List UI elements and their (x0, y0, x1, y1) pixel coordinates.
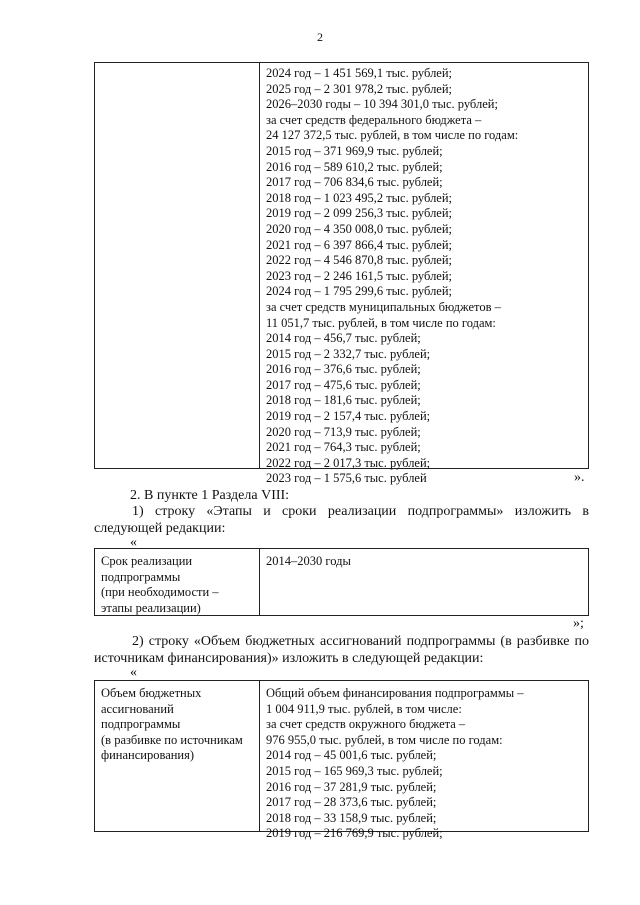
text-line: 2018 год – 181,6 тыс. рублей; (266, 393, 421, 408)
text-line: (при необходимости – (101, 585, 219, 600)
text-line: 2024 год – 1 795 299,6 тыс. рублей; (266, 284, 453, 299)
text-line: подпрограммы (101, 717, 181, 732)
text-line: 2016 год – 376,6 тыс. рублей; (266, 362, 421, 377)
section-heading: 2. В пункте 1 Раздела VIII: (130, 488, 290, 503)
text-line: 2023 год – 2 246 161,5 тыс. рублей; (266, 268, 453, 283)
page-number: 2 (317, 30, 323, 44)
closing-quote: »; (573, 616, 584, 631)
paragraph-item-1: 1) строку «Этапы и сроки реализации подпрограммы» изложить в следующей редакции: (94, 504, 589, 536)
text-line: 2018 год – 1 023 495,2 тыс. рублей; (266, 190, 453, 205)
text-line: 2016 год – 37 281,9 тыс. рублей; (266, 779, 437, 794)
text-line: 2024 год – 1 451 569,1 тыс. рублей; (266, 66, 453, 80)
text-line: Объем бюджетных (101, 686, 202, 700)
text-line: 2023 год – 1 575,6 тыс. рублей (266, 471, 427, 486)
text-line: 2020 год – 4 350 008,0 тыс. рублей; (266, 221, 453, 236)
text-line: 2014 год – 45 001,6 тыс. рублей; (266, 748, 437, 763)
text-line: 2014 год – 456,7 тыс. рублей; (266, 331, 421, 346)
opening-quote: « (130, 665, 137, 680)
table-left-cell (95, 681, 260, 831)
text-line: 2017 год – 706 834,6 тыс. рублей; (266, 175, 443, 190)
text-line: 2018 год – 33 158,9 тыс. рублей; (266, 810, 437, 825)
text-line: 2016 год – 589 610,2 тыс. рублей; (266, 159, 443, 174)
table-right-cell: 2014–2030 годы (266, 554, 351, 568)
table-left-cell (95, 63, 260, 468)
text-line: ассигнований (101, 701, 174, 716)
table-left-cell (95, 549, 260, 615)
text-line: 2019 год – 2 157,4 тыс. рублей; (266, 409, 431, 424)
text-line: 976 955,0 тыс. рублей, в том числе по годам: (266, 732, 503, 747)
text-line: 2015 год – 2 332,7 тыс. рублей; (266, 346, 431, 361)
opening-quote: « (130, 535, 137, 550)
table-right-cell (260, 63, 524, 486)
text-line: 24 127 372,5 тыс. рублей, в том числе по годам: (266, 128, 519, 143)
text-line: за счет средств федерального бюджета – (266, 112, 482, 127)
text-line: 2017 год – 28 373,6 тыс. рублей; (266, 795, 437, 810)
text-line: 2019 год – 2 099 256,3 тыс. рублей; (266, 206, 453, 221)
text-line: за счет средств муниципальных бюджетов – (266, 299, 501, 314)
text-line: Срок реализации (101, 554, 193, 568)
text-line: 2022 год – 2 017,3 тыс. рублей; (266, 455, 431, 470)
budget-table-continued (94, 62, 589, 486)
text-line: 2017 год – 475,6 тыс. рублей; (266, 377, 421, 392)
closing-quote: ». (574, 470, 585, 485)
table-right-cell (260, 681, 530, 841)
text-line: 2022 год – 4 546 870,8 тыс. рублей; (266, 253, 453, 268)
text-line: 1 004 911,9 тыс. рублей, в том числе: (266, 701, 462, 716)
text-line: 2021 год – 6 397 866,4 тыс. рублей; (266, 237, 453, 252)
text-line: 2025 год – 2 301 978,2 тыс. рублей; (266, 81, 453, 96)
text-line: за счет средств окружного бюджета – (266, 717, 466, 732)
text-line: 2019 год – 216 769,9 тыс. рублей; (266, 826, 443, 841)
budget-allocation-table (94, 680, 589, 841)
text-line: Общий объем финансирования подпрограммы – (266, 686, 524, 700)
implementation-period-table (94, 548, 589, 616)
text-line: 2015 год – 371 969,9 тыс. рублей; (266, 143, 443, 158)
text-line: 2026–2030 годы – 10 394 301,0 тыс. рублей; (266, 97, 498, 112)
text-line: 11 051,7 тыс. рублей, в том числе по годам: (266, 315, 496, 330)
text-line: (в разбивке по источникам (101, 732, 243, 747)
text-line: 2015 год – 165 969,3 тыс. рублей; (266, 763, 443, 778)
text-line: этапы реализации) (101, 600, 201, 615)
text-line: подпрограммы (101, 569, 181, 584)
text-line: 2021 год – 764,3 тыс. рублей; (266, 440, 421, 455)
text-line: 2020 год – 713,9 тыс. рублей; (266, 424, 421, 439)
text-line: финансирования) (101, 748, 195, 763)
paragraph-item-2: 2) строку «Объем бюджетных ассигнований подпрограммы (в разбивке по источникам финансирования)» изложить в следующей редакции: (94, 634, 589, 666)
